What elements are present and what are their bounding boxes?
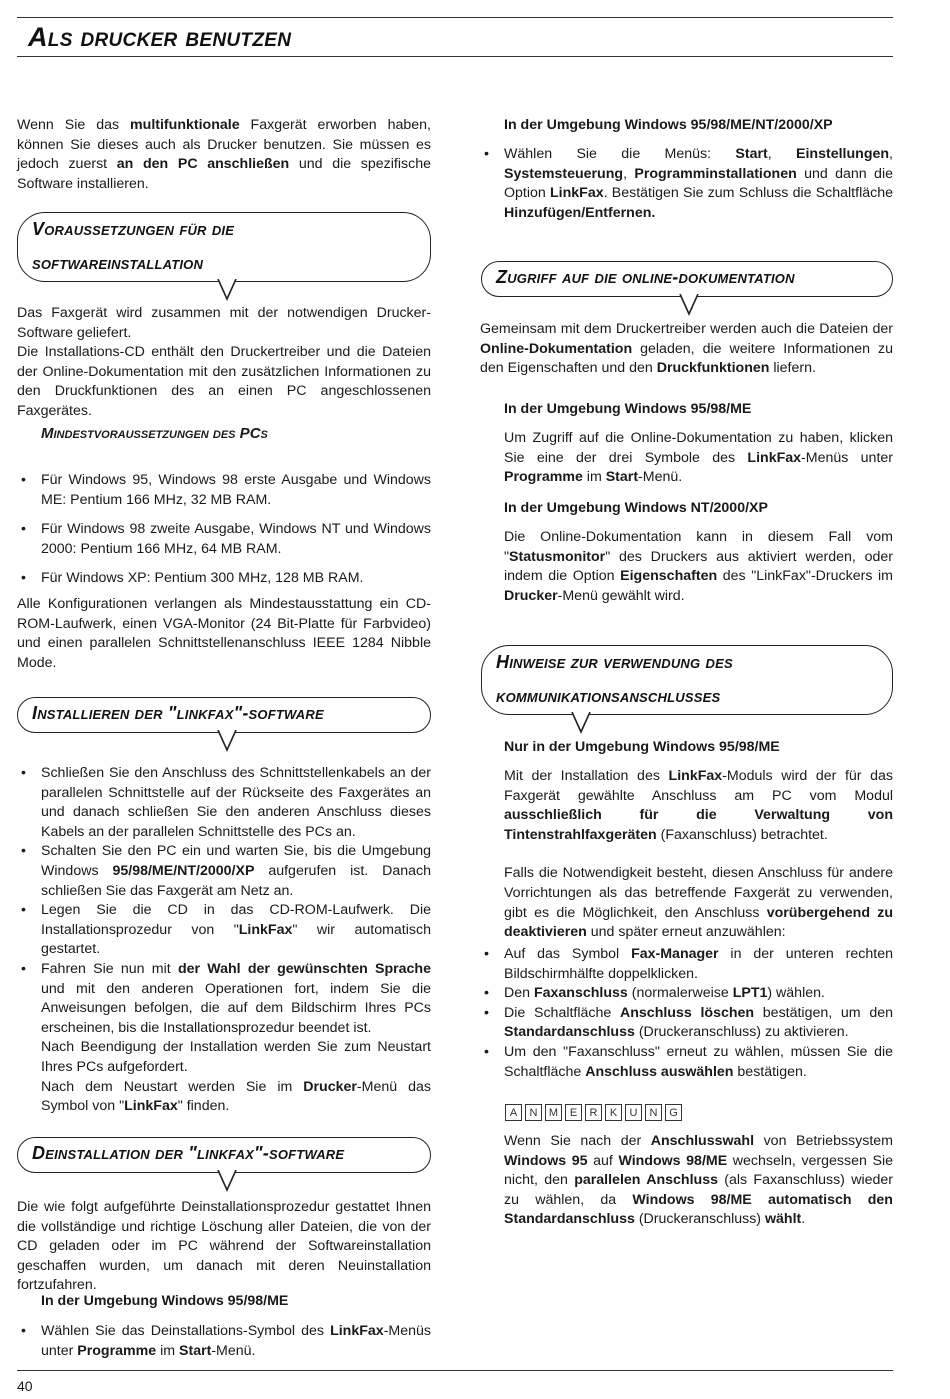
bubble-deinstallation bbox=[17, 1137, 431, 1173]
page-title: Als drucker benutzen bbox=[28, 22, 292, 52]
anmerkung-letter-box: N bbox=[525, 1104, 542, 1121]
online-paragraph: Gemeinsam mit dem Druckertreiber werden auch die Dateien der Online-Dokumentation geladen, die weitere Informationen zu den Eigenschaften und den Druckfunktionen liefern. bbox=[480, 321, 893, 377]
mindest-item: • Für Windows XP: Pentium 300 MHz, 128 MB RAM. bbox=[17, 569, 431, 589]
bubble-zugriff-label: Zugriff auf die online-dokumentation bbox=[496, 267, 795, 287]
install-item: • Fahren Sie nun mit der Wahl der gewünschten Sprache und mit den anderen Operationen fort, indem Sie die Anweisungen befolgen, die auf dem Bildschirm Ihres PCs erscheinen, bis die Installationsprozedur beendet ist. bbox=[17, 960, 431, 1038]
komm-paragraph-1: Mit der Installation des LinkFax-Moduls wird der für das Faxgerät gewählte Anschluss am PC vom Modul ausschließlich für die Verwaltung von Tintenstrahlfaxgeräten (Faxanschluss) betrachtet. bbox=[504, 768, 893, 843]
deinst-list bbox=[17, 1322, 431, 1361]
env-section-3 bbox=[504, 528, 893, 606]
bubble-tail bbox=[216, 1170, 238, 1192]
env-item: • Wählen Sie die Menüs: Start, Einstellungen, Systemsteuerung, Programminstallationen und dann die Option LinkFax. Bestätigen Sie zum Schluss die Schaltfläche Hinzufügen/Entfernen. bbox=[480, 145, 893, 223]
mindest-heading: Mindestvoraussetzungen des PCs bbox=[41, 425, 268, 442]
komm-item: • Den Faxanschluss (normalerweise LPT1) wählen. bbox=[480, 984, 893, 1004]
bubble-hinweise bbox=[481, 645, 893, 715]
left-column bbox=[17, 116, 431, 194]
bubble-deinstallation-label: Deinstallation der "linkfax"-software bbox=[32, 1143, 345, 1163]
bubble-voraussetzungen-line2: softwareinstallation bbox=[32, 253, 204, 273]
anmerkung-letter-box: A bbox=[505, 1104, 522, 1121]
anmerkung-paragraph: Wenn Sie nach der Anschlusswahl von Betriebssystem Windows 95 auf Windows 98/ME wechseln, vergessen Sie nicht, den parallelen Anschluss (als Faxanschluss) wieder zu wählen, da Windows 98/ME automatisch den Standardanschluss (Druckeranschluss) wählt. bbox=[504, 1133, 894, 1228]
install-continuation-1: Nach Beendigung der Installation werden Sie zum Neustart Ihres PCs aufgefordert. bbox=[41, 1039, 431, 1075]
anmerkung-letter-box: K bbox=[605, 1104, 622, 1121]
bubble-zugriff bbox=[481, 261, 893, 297]
bubble-tail bbox=[216, 279, 238, 301]
env-section-2 bbox=[504, 429, 893, 488]
bubble-tail bbox=[678, 294, 700, 316]
env-heading-1: In der Umgebung Windows 95/98/ME/NT/2000/XP bbox=[504, 117, 833, 133]
intro-paragraph: Wenn Sie das multifunktionale Faxgerät erworben haben, können Sie dieses auch als Drucker benutzen. Sie müssen es jedoch zuerst an den PC anschließen und die spezifische Software installieren. bbox=[17, 117, 431, 192]
anmerkung-letter-box: M bbox=[545, 1104, 562, 1121]
bubble-voraussetzungen-line1: Voraussetzungen für die bbox=[32, 219, 235, 239]
env-paragraph-3: Die Online-Dokumentation kann in diesem Fall vom "Statusmonitor" des Druckers aus aktiviert werden, oder indem die Option Eigenschaften des "LinkFax"-Druckers im Drucker-Menü gewählt wird. bbox=[504, 529, 893, 604]
bubble-hinweise-line2: kommunikationsanschlusses bbox=[496, 686, 721, 706]
voraus-paragraph-2: Die Installations-CD enthält den Druckertreiber und die Dateien der Online-Dokumentation mit den zusätzlichen Informationen zu den Druckfunktionen des an einen PC angeschlossenen Faxgerätes. bbox=[17, 344, 431, 419]
anmerkung-letter-box: R bbox=[585, 1104, 602, 1121]
page-number: 40 bbox=[17, 1378, 33, 1394]
deinst-paragraph: Die wie folgt aufgeführte Deinstallationsprozedur gestattet Ihnen die vollständige und richtige Löschung aller Dateien, die von der CD geladen oder im PC während der Softwareinstallation geschaffen wurden, um danach mit deren Neuinstallation fortzufahren. bbox=[17, 1199, 431, 1294]
deinst-heading: In der Umgebung Windows 95/98/ME bbox=[41, 1293, 289, 1309]
bubble-installieren-label: Installieren der "linkfax"-software bbox=[32, 703, 324, 723]
anmerkung-letter-box: U bbox=[625, 1104, 642, 1121]
bottom-rule bbox=[17, 1370, 893, 1371]
env-heading-2: In der Umgebung Windows 95/98/ME bbox=[504, 401, 752, 417]
env-paragraph-2: Um Zugriff auf die Online-Dokumentation zu haben, klicken Sie eine der drei Symbole des LinkFax-Menüs unter Programme im Start-Menü. bbox=[504, 430, 894, 486]
env-heading-3: In der Umgebung Windows NT/2000/XP bbox=[504, 500, 768, 516]
komm-paragraph-2: Falls die Notwendigkeit besteht, diesen Anschluss für andere Vorrichtungen als das betreffende Faxgerät zu verwenden, gibt es die Möglichkeit, den Anschluss vorübergehend zu deaktivieren und später erneut anzuwählen: bbox=[504, 865, 893, 941]
mindest-after-paragraph: Alle Konfigurationen verlangen als Mindestausstattung ein CD-ROM-Laufwerk, einen VGA-Monitor (24 Bit-Platte für Farbvideo) und einen parallelen Schnittstellenanschluss IEEE 1284 Nibble Mode. bbox=[17, 595, 431, 671]
mindest-list bbox=[17, 471, 431, 673]
env-heading-4: Nur in der Umgebung Windows 95/98/ME bbox=[504, 739, 780, 755]
top-rule bbox=[17, 17, 893, 18]
bubble-tail bbox=[570, 712, 592, 734]
anmerkung-label bbox=[505, 1104, 682, 1121]
voraussetzungen-section bbox=[17, 304, 431, 422]
bubble-tail bbox=[216, 730, 238, 752]
deinst-item: • Wählen Sie das Deinstallations-Symbol des LinkFax-Menüs unter Programme im Start-Menü. bbox=[17, 1322, 431, 1361]
install-item: • Schließen Sie den Anschluss des Schnittstellenkabels an der parallelen Schnittstelle auf der Rückseite des Faxgerätes an und danach schließen Sie den anderen Anschluss dieses Kabels an der parallelen Schnittstelle des PCs an. bbox=[17, 764, 431, 842]
install-continuation-2: Nach dem Neustart werden Sie im Drucker-Menü das Symbol von "LinkFax" finden. bbox=[41, 1078, 431, 1115]
komm-section bbox=[504, 767, 893, 943]
voraus-paragraph-1: Das Faxgerät wird zusammen mit der notwendigen Drucker-Software geliefert. bbox=[17, 305, 431, 341]
komm-item: • Um den "Faxanschluss" erneut zu wählen, müssen Sie die Schaltfläche Anschluss auswählen bestätigen. bbox=[480, 1043, 893, 1082]
title-underline bbox=[17, 56, 893, 57]
mindest-item: • Für Windows 95, Windows 98 erste Ausgabe und Windows ME: Pentium 166 MHz, 32 MB RAM. bbox=[17, 471, 431, 510]
anmerkung-letter-box: G bbox=[665, 1104, 682, 1121]
komm-list bbox=[480, 945, 893, 1082]
mindest-item: • Für Windows 98 zweite Ausgabe, Windows NT und Windows 2000: Pentium 166 MHz, 64 MB RAM. bbox=[17, 520, 431, 559]
bubble-installieren bbox=[17, 697, 431, 733]
komm-item: • Auf das Symbol Fax-Manager in der unteren rechten Bildschirmhälfte doppelklicken. bbox=[480, 945, 893, 984]
install-item: • Legen Sie die CD in das CD-ROM-Laufwerk. Die Installationsprozedur von "LinkFax" wir automatisch gestartet. bbox=[17, 901, 431, 960]
bubble-hinweise-line1: Hinweise zur verwendung des bbox=[496, 652, 733, 672]
anmerkung-letter-box: N bbox=[645, 1104, 662, 1121]
komm-item: • Die Schaltfläche Anschluss löschen bestätigen, um den Standardanschluss (Druckeranschluss) zu aktivieren. bbox=[480, 1004, 893, 1043]
install-item: • Schalten Sie den PC ein und warten Sie, bis die Umgebung Windows 95/98/ME/NT/2000/XP aufgerufen ist. Danach schließen Sie das Faxgerät am Netz an. bbox=[17, 842, 431, 901]
anmerkung-section bbox=[504, 1132, 893, 1230]
deinstallation-section bbox=[17, 1198, 431, 1296]
anmerkung-letter-box: E bbox=[565, 1104, 582, 1121]
online-section bbox=[480, 320, 893, 379]
bubble-voraussetzungen bbox=[17, 212, 431, 282]
install-list bbox=[17, 764, 431, 1117]
env-list-1 bbox=[480, 145, 893, 223]
